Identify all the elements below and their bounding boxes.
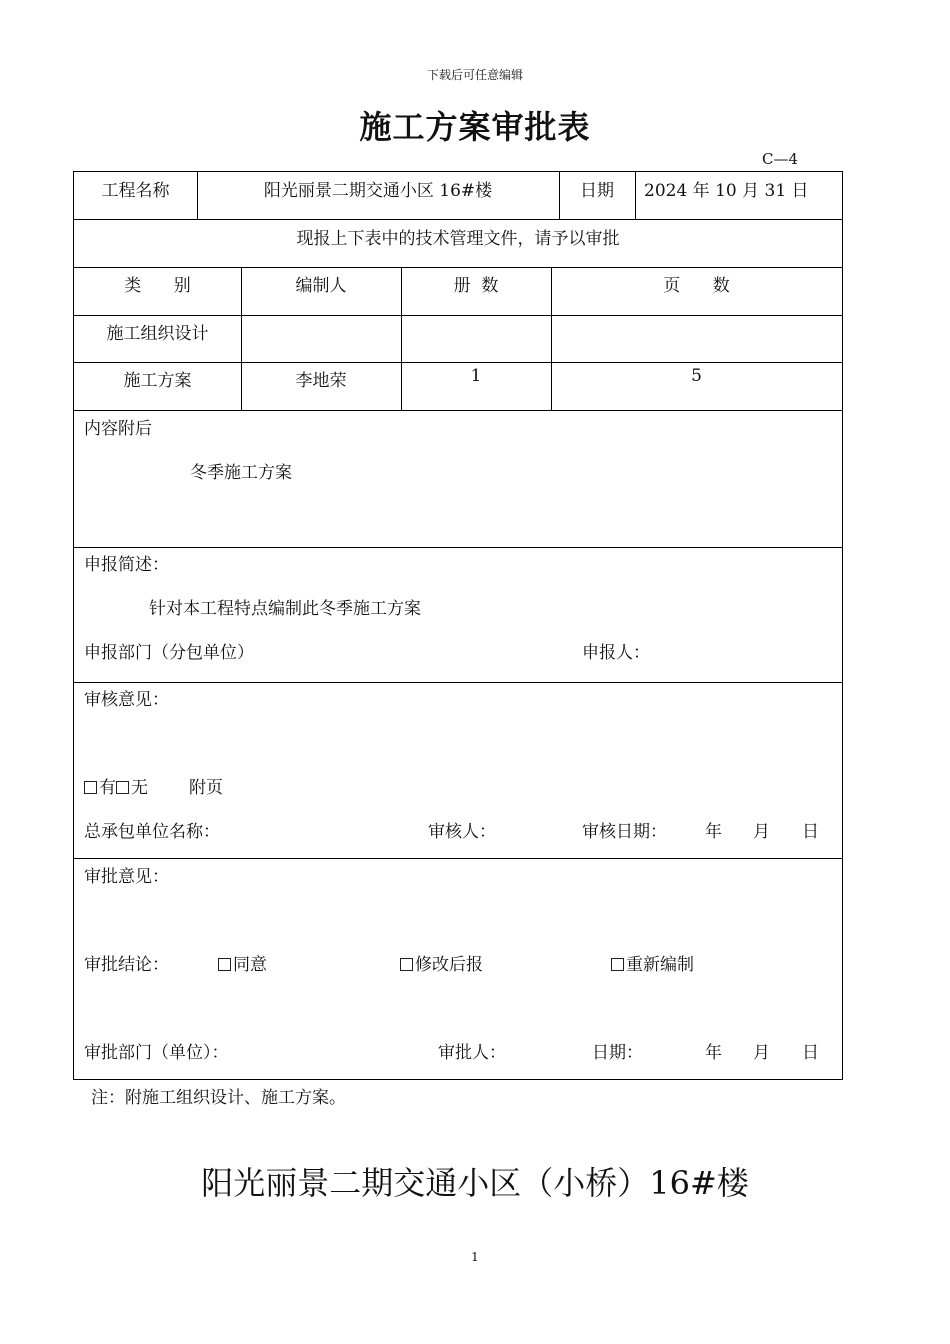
approval-label: 审批意见： — [84, 867, 169, 887]
header-author: 编制人 — [295, 276, 347, 296]
form-code: C—4 — [762, 150, 799, 168]
content-value: 冬季施工方案 — [190, 463, 292, 483]
approval-form — [73, 171, 843, 1080]
project-name-label: 工程名称 — [101, 181, 170, 201]
report-dept-label: 申报部门（分包单位） — [84, 643, 254, 663]
option-agree — [218, 950, 267, 975]
option-revise — [400, 950, 483, 975]
divider — [74, 682, 842, 683]
row-category: 施工方案 — [123, 371, 192, 391]
review-label: 审核意见： — [84, 690, 169, 710]
contractor-label: 总承包单位名称： — [84, 822, 220, 842]
option-redo — [611, 950, 694, 975]
option-redo-label: 重新编制 — [626, 955, 694, 975]
approval-dept-label: 审批部门（单位）： — [84, 1043, 229, 1063]
date-value: 2024 年 10 月 31 日 — [644, 181, 809, 201]
approval-month: 月 — [753, 1043, 770, 1063]
approval-date-label: 日期： — [592, 1043, 643, 1063]
checkbox-none[interactable] — [116, 781, 129, 794]
review-year: 年 — [705, 822, 722, 842]
option-agree-label: 同意 — [233, 955, 267, 975]
option-none-label: 无 — [131, 778, 148, 798]
review-day: 日 — [802, 822, 819, 842]
footnote: 注：附施工组织设计、施工方案。 — [91, 1088, 346, 1108]
date-label: 日期 — [580, 181, 614, 201]
checkbox-agree[interactable] — [218, 958, 231, 971]
conclusion-label: 审批结论： — [84, 955, 169, 975]
option-revise-label: 修改后报 — [415, 955, 483, 975]
page-title: 施工方案审批表 — [359, 108, 591, 146]
project-title-line: 阳光丽景二期交通小区（小桥）16#楼 — [201, 1164, 749, 1202]
header-category: 类 别 — [124, 276, 191, 296]
attach-label: 附页 — [189, 778, 223, 798]
row-pages: 5 — [691, 366, 702, 386]
review-date-label: 审核日期： — [582, 822, 667, 842]
report-text: 针对本工程特点编制此冬季施工方案 — [149, 599, 421, 619]
header-note: 下载后可任意编辑 — [426, 68, 523, 82]
approver-label: 审批人： — [438, 1043, 506, 1063]
row-volumes: 1 — [470, 366, 482, 386]
report-person-label: 申报人： — [582, 643, 650, 663]
row-author: 李地荣 — [295, 371, 347, 391]
divider — [74, 547, 842, 548]
reviewer-label: 审核人： — [428, 822, 496, 842]
content-label: 内容附后 — [84, 419, 152, 439]
checkbox-revise[interactable] — [400, 958, 413, 971]
checkbox-redo[interactable] — [611, 958, 624, 971]
row-category: 施工组织设计 — [106, 324, 209, 344]
project-name-value: 阳光丽景二期交通小区 16#楼 — [263, 181, 493, 201]
checkbox-have[interactable] — [84, 781, 97, 794]
divider — [74, 219, 842, 220]
review-month: 月 — [753, 822, 770, 842]
submit-line: 现报上下表中的技术管理文件，请予以审批 — [296, 229, 620, 249]
header-volumes: 册 数 — [453, 276, 499, 296]
divider — [635, 172, 636, 219]
divider — [74, 267, 842, 268]
divider — [74, 362, 842, 363]
divider — [74, 315, 842, 316]
divider — [74, 858, 842, 859]
approval-day: 日 — [802, 1043, 819, 1063]
page-number: 1 — [471, 1250, 479, 1264]
approval-year: 年 — [705, 1043, 722, 1063]
report-label: 申报简述： — [84, 555, 169, 575]
divider — [74, 410, 842, 411]
header-pages: 页 数 — [663, 276, 730, 296]
review-attach-options — [84, 773, 148, 798]
option-have-label: 有 — [99, 778, 116, 798]
